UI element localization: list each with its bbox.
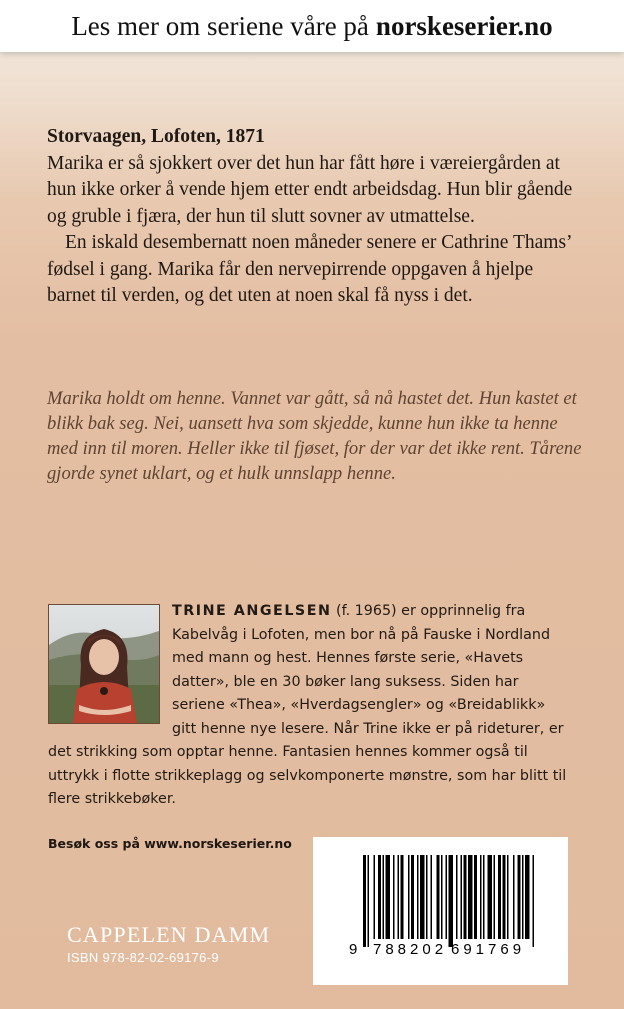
top-banner xyxy=(0,0,624,52)
barcode xyxy=(313,837,568,985)
banner-text: Les mer om seriene våre på xyxy=(71,10,369,41)
visit-link[interactable]: Besøk oss på www.norskeserier.no xyxy=(48,836,292,851)
author-photo xyxy=(48,604,160,724)
blurb-paragraph-1: Marika er så sjokkert over det hun har fått høre i væreiergården at hun ikke orker å vende hjem etter endt arbeidsdag. Hun blir gående og gruble i fjæra, der hun til slutt sovner av utmattelse. xyxy=(47,152,573,227)
barcode-digit-lead: 9 xyxy=(349,941,358,958)
blurb-heading: Storvaagen, Lofoten, 1871 xyxy=(47,126,265,147)
publisher-logo: CAPPELEN DAMM xyxy=(67,922,271,947)
blurb xyxy=(47,124,582,310)
blurb-paragraph-2: En iskald desembernatt noen måneder senere er Cathrine Thams’ fødsel i gang. Marika får den nervepirrende oppgaven å hjelpe barnet til verden, og det uten at noen skal få nyss i det. xyxy=(47,232,572,306)
barcode-digits-left: 788202 xyxy=(373,941,448,958)
banner-site-link[interactable]: norskeserier.no xyxy=(375,10,553,41)
excerpt-quote: Marika holdt om henne. Vannet var gått, så nå hastet det. Hun kastet et blikk bak seg. Nei, uansett hva som skjedde, kunne hun ikke ta henne med inn til moren. Heller ikke til fjøset, for der var det ikke rent. Tårene gjorde synet uklart, og et hulk unnslapp henne. xyxy=(47,388,582,484)
author-name: TRINE ANGELSEN xyxy=(172,603,332,619)
barcode-digits-right: 691769 xyxy=(451,941,526,958)
isbn-text: ISBN 978-82-02-69176-9 xyxy=(67,950,219,965)
author-bio-text: (f. 1965) er opprinnelig fra Kabelvåg i Lofoten, men bor nå på Fauske i Nordland med mann og hest. Hennes første serie, «Havets datter», ble en 30 bøker lang suksess. Siden har seriene «Thea», «Hverdagsengler» og «Breidablikk» gitt henne nye lesere. Når Trine ikke er på rideturer, er det strikking som opptar henne. Fantasien hennes kommer også til uttrykk i flotte strikkeplagg og selvkomponerte mønstre, som har blitt til flere strikkebøker. xyxy=(48,603,567,807)
barcode-bars xyxy=(313,837,568,985)
